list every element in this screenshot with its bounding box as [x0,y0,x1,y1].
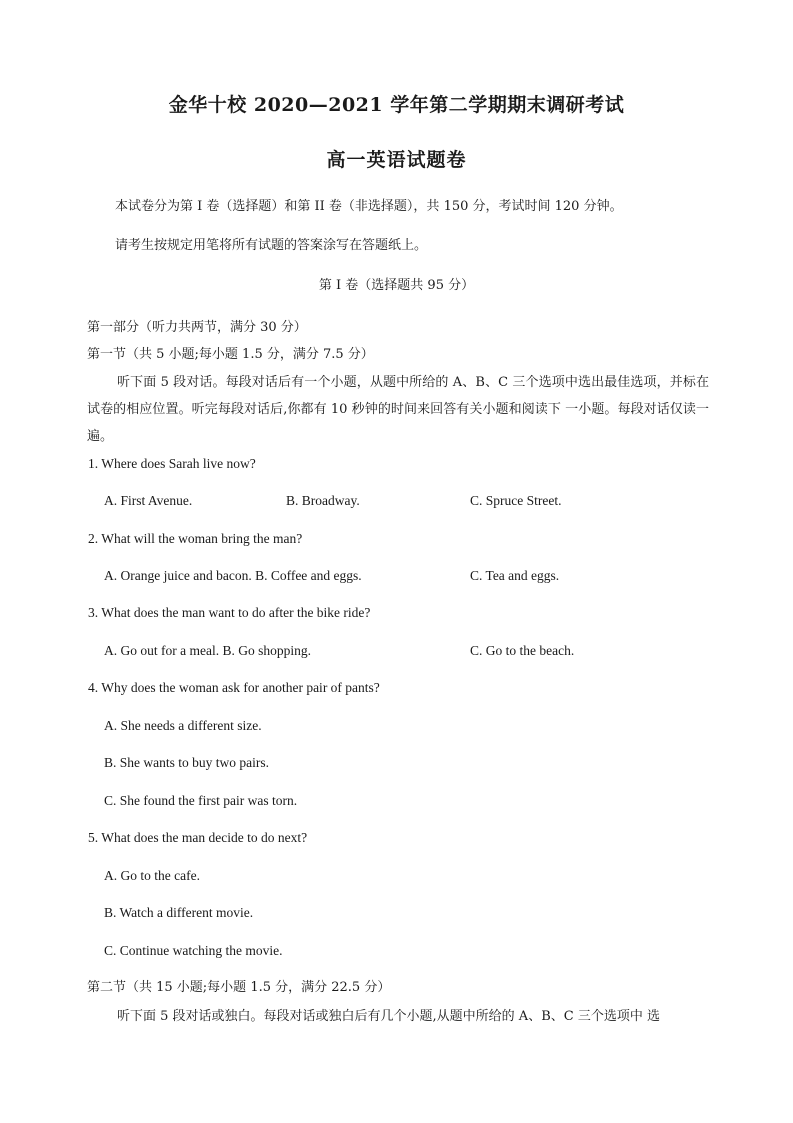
question-5-option-a: A. Go to the cafe. [104,868,200,883]
question-4-option-c: C. She found the first pair was torn. [104,793,298,808]
volume-1-heading: 第 I 卷（选择题共 95 分） [318,278,475,293]
intro-line-1: 本试卷分为第 I 卷（选择题）和第 II 卷（非选择题），共 150 分，考试时间 120 分钟。 [115,199,623,214]
section-1-heading: 第一节（共 5 小题;每小题 1.5 分，满分 7.5 分） [87,347,374,362]
section-2-heading: 第二节（共 15 小题;每小题 1.5 分，满分 22.5 分） [87,980,391,995]
intro-line-2: 请考生按规定用笔将所有试题的答案涂写在答题纸上。 [115,238,428,253]
question-5-stem: 5. What does the man decide to do next? [88,830,308,845]
section-2-instructions: 听下面 5 段对话或独白。每段对话或独白后有几个小题,从题中所给的 A、B、C 三个选项中 选 [117,1009,660,1024]
question-1-stem: 1. Where does Sarah live now? [88,456,256,471]
section-1-instructions: 听下面 5 段对话。每段对话后有一个小题，从题中所给的 A、B、C 三个选项中选出最佳选项，并标在试卷的相应位置。听完每段对话后,你都有 10 秒钟的时间来回答有关小题和阅读下 一小题。每段对话仅读一遍。 [87,375,709,444]
exam-title: 金华十校 2020—2021 学年第二学期期末调研考试 [168,94,625,116]
question-4-stem: 4. Why does the woman ask for another pair of pants? [88,680,380,695]
question-5-option-c: C. Continue watching the movie. [104,943,283,958]
part-1-heading: 第一部分（听力共两节，满分 30 分） [87,320,307,335]
question-1-option-c: C. Spruce Street. [470,493,562,508]
question-3-option-ab: A. Go out for a meal. B. Go shopping. [104,643,311,658]
question-1-option-b: B. Broadway. [286,493,360,508]
question-1-option-a: A. First Avenue. [104,493,193,508]
question-3-stem: 3. What does the man want to do after the bike ride? [88,605,371,620]
question-2-stem: 2. What will the woman bring the man? [88,531,303,546]
exam-subtitle: 高一英语试题卷 [326,149,467,171]
question-4-option-a: A. She needs a different size. [104,718,262,733]
question-3-option-c: C. Go to the beach. [470,643,575,658]
question-5-option-b: B. Watch a different movie. [104,905,254,920]
question-2-option-c: C. Tea and eggs. [470,568,560,583]
question-2-option-ab: A. Orange juice and bacon. B. Coffee and eggs. [104,568,362,583]
question-4-option-b: B. She wants to buy two pairs. [104,755,269,770]
